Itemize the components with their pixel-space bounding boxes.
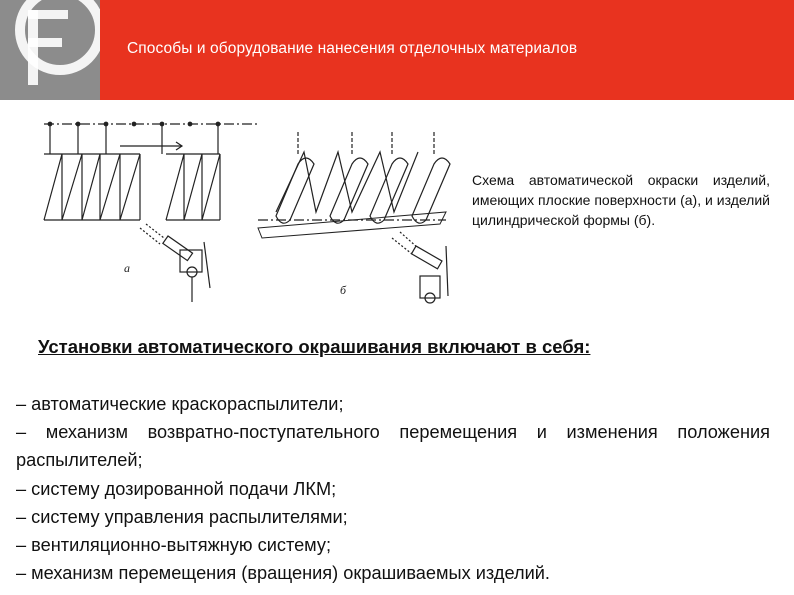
list-item: – систему управления распылителями; (16, 506, 348, 527)
list-item: – вентиляционно-вытяжную систему; (16, 535, 332, 556)
list-item: – механизм возвратно-поступательного перемещения и изменения положения распылителей; (16, 422, 770, 471)
equipment-list (16, 390, 770, 587)
label-a: а (124, 261, 130, 275)
label-b: б (340, 283, 347, 297)
page-title: Способы и оборудование нанесения отделочных материалов (127, 40, 578, 57)
spray-painting-scheme-diagram (36, 112, 456, 312)
logo (0, 0, 100, 100)
list-item: – автоматические краскораспылители; (16, 394, 344, 414)
list-item: – систему дозированной подачи ЛКМ; (16, 478, 337, 499)
section-subheading: Установки автоматического окрашивания включают в себя: (38, 336, 591, 357)
list-item: – механизм перемещения (вращения) окрашиваемых изделий. (16, 563, 550, 584)
figure-caption: Схема автоматической окраски изделий, имеющих плоские поверхности (а), и изделий цилиндрической формы (б). (472, 172, 770, 228)
header-bar (0, 0, 794, 100)
fe-logo-icon (0, 0, 100, 100)
